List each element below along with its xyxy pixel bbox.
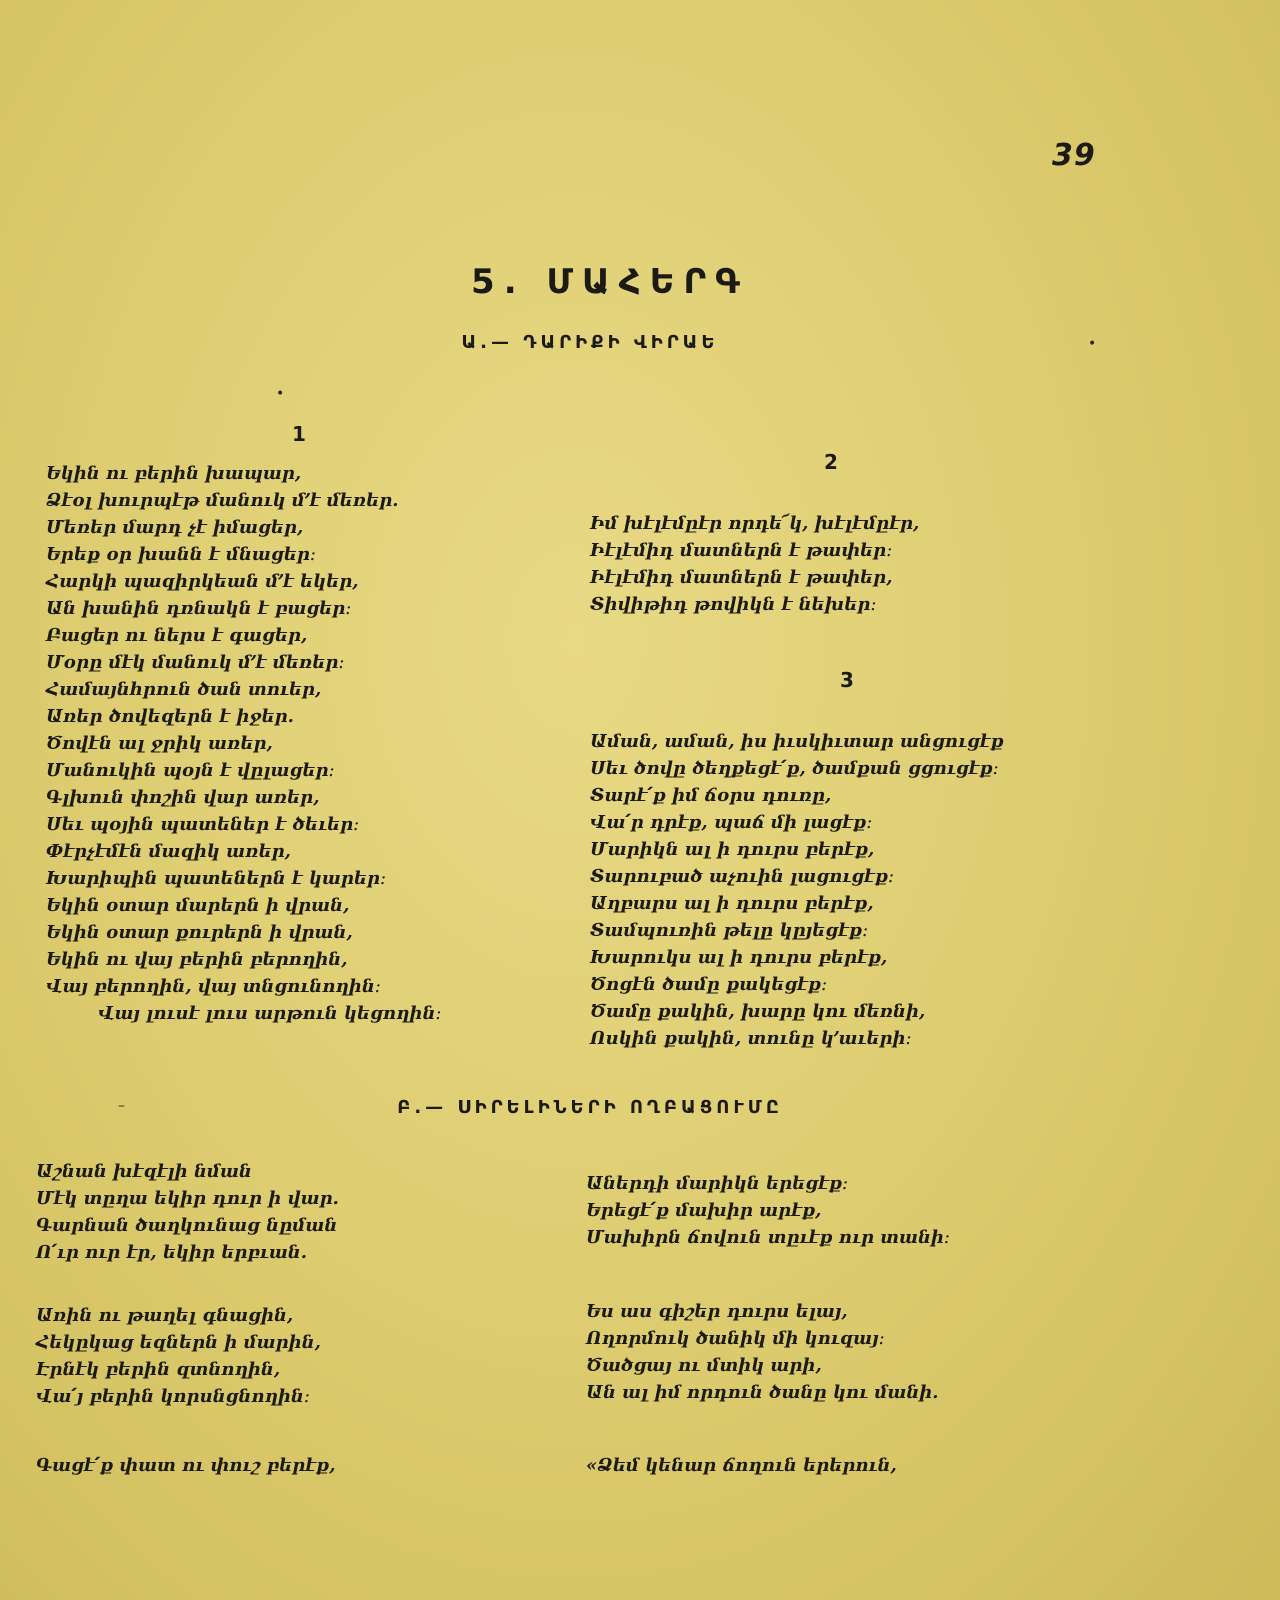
verse-line: Ո՛ւր ուր էր, եկիր երբւան. <box>36 1242 308 1263</box>
verse-line: Խարիպին պատեներն է կարեր։ <box>46 868 387 889</box>
verse-line: Աշնան խէզէլի նման <box>36 1161 252 1182</box>
verse-line: Եկին ու վայ բերին բերողին, <box>46 949 348 970</box>
verse-line: Համայնհրուն ծան տուեր, <box>46 679 322 700</box>
verse-line: Ես աս գիշեր դուրս ելայ, <box>586 1301 848 1322</box>
decorative-bullet: • <box>276 386 285 402</box>
verse-line: Մեռեր մարդ չէ իմացեր, <box>46 517 304 538</box>
stanza-1 <box>46 460 442 1027</box>
verse-line: Ան խանին դռնակն է բացեր։ <box>46 598 352 619</box>
stanza-b1 <box>36 1158 339 1266</box>
verse-line: Իէլէմիդ մատներն է թափեր, <box>590 567 893 588</box>
verse-line: Սեւ պօյին պատեներ է ծեւեր։ <box>46 814 360 835</box>
verse-line: Երեք օր խանն է մնացեր։ <box>46 544 316 565</box>
verse-line: Ոսկին քակին, տունը կ՚աւերի։ <box>590 1028 912 1049</box>
verse-line: Վայ բերողին, վայ տնցունողին։ <box>46 976 381 997</box>
verse-line: Ծովէն ալ ջրիկ առեր, <box>46 733 273 754</box>
verse-line: Տամպուռին թելը կըյեցէք։ <box>590 920 869 941</box>
stanza-2 <box>590 510 919 618</box>
verse-line: Տարուբած աչուին լացուցէք։ <box>590 866 895 887</box>
verse-line: Առեր ծովեզերն է իջեր. <box>46 706 294 727</box>
stanza-b2 <box>36 1302 321 1410</box>
verse-line: Աման, աման, իս իւսկիւտար անցուցէք <box>590 731 1004 752</box>
verse-line: Երեցէ՛ք մախիր արէք, <box>586 1200 822 1221</box>
verse-line: Փէրչէմէն մազիկ առեր, <box>46 841 291 862</box>
verse-line: Ծածցայ ու մտիկ արի, <box>586 1355 822 1376</box>
stanza-number-1: 1 <box>292 422 306 446</box>
subtitle-a: Ա.— ԴԱՐԻՔԻ ՎԻՐԱԵ <box>461 332 719 353</box>
verse-line: Հարկի պազիրկեան մ՚է եկեր, <box>46 571 359 592</box>
verse-line: Մէկ տըղա եկիր դուր ի վար. <box>36 1188 339 1209</box>
verse-line: Եկին օտար քուրերն ի վրան, <box>46 922 353 943</box>
section-title: 5. ՄԱՀԵՐԳ <box>471 262 749 302</box>
decorative-bullet: • <box>1088 336 1097 352</box>
verse-line: Հեկըկաց եզներն ի մարին, <box>36 1332 321 1353</box>
verse-line: Վայ լուսէ լուս արթուն կեցողին։ <box>98 1003 442 1024</box>
verse-line: Ծոցէն ծամը քակեցէք։ <box>590 974 828 995</box>
subtitle-b: Բ.— ՍԻՐԵԼԻՆԵՐԻ ՈՂԲԱՑՈՒՄԸ <box>397 1097 783 1118</box>
stanza-number-3: 3 <box>840 668 854 692</box>
verse-line: Աներդի մարիկն երեցէք։ <box>586 1173 849 1194</box>
verse-line: Ձէօլ խուրպէթ մանուկ մ՚է մեռեր. <box>46 490 399 511</box>
verse-line: Սեւ ծովը ծեղքեցէ՛ք, ծամքան ցցուցէք։ <box>590 758 999 779</box>
verse-line: Իմ խէլէմըէր որդե՜կ, խէլէմըէր, <box>590 513 920 534</box>
verse-line: Աղբարս ալ ի դուրս բերէք, <box>590 893 874 914</box>
verse-line: Գլխուն փոշին վար առեր, <box>46 787 320 808</box>
stanza-b3 <box>36 1452 336 1479</box>
verse-line: Մօրը մէկ մանուկ մ՚է մեռեր։ <box>46 652 345 673</box>
verse-line: Ծամը քակին, խարը կու մեռնի, <box>590 1001 926 1022</box>
verse-line: Տարէ՛ք իմ ճօրս դուռը, <box>590 785 832 806</box>
verse-line: Մախիրն ճովուն տըւէք ուր տանի։ <box>586 1227 951 1248</box>
verse-line: Վա՛յ բերին կորսնցնողին։ <box>36 1386 310 1407</box>
verse-line: Խարուկս ալ ի դուրս բերէք, <box>590 947 888 968</box>
verse-line: Եկին ու բերին խապար, <box>46 463 302 484</box>
stanza-3 <box>590 728 1004 1052</box>
verse-line: Ան ալ իմ որդուն ծանը կու մանի. <box>586 1382 939 1403</box>
stanza-b4 <box>586 1170 950 1251</box>
verse-line: Տիվիթիդ թովիկն է նեխեր։ <box>590 594 877 615</box>
verse-line: Եկին օտար մարերն ի վրան, <box>46 895 350 916</box>
stanza-number-2: 2 <box>824 450 838 474</box>
verse-line: «Ձեմ կենար ճողուն երերուն, <box>586 1455 897 1476</box>
page-number: 39 <box>1052 138 1096 173</box>
verse-line: Առին ու թաղել գնացին, <box>36 1305 294 1326</box>
verse-line: Էրնէկ բերին զտնողին, <box>36 1359 281 1380</box>
verse-line: Բացեր ու ներս է գացեր, <box>46 625 308 646</box>
verse-line: Գարնան ծաղկունաց նըման <box>36 1215 338 1236</box>
verse-line: Մարիկն ալ ի դուրս բերէք, <box>590 839 875 860</box>
stanza-b6 <box>586 1452 897 1479</box>
verse-line: Գացէ՛ք փատ ու փուշ բերէք, <box>36 1455 336 1476</box>
decorative-dash: – <box>118 1098 125 1114</box>
verse-line: Իէլէմիդ մատներն է թափեր։ <box>590 540 893 561</box>
verse-line: Ողորմուկ ծանիկ մի կուզայ։ <box>586 1328 885 1349</box>
verse-line: Վա՛ր դրէք, պաճ մի լացէք։ <box>590 812 873 833</box>
stanza-b5 <box>586 1298 939 1406</box>
verse-line: Մանուկին պօյն է վըլացեր։ <box>46 760 335 781</box>
